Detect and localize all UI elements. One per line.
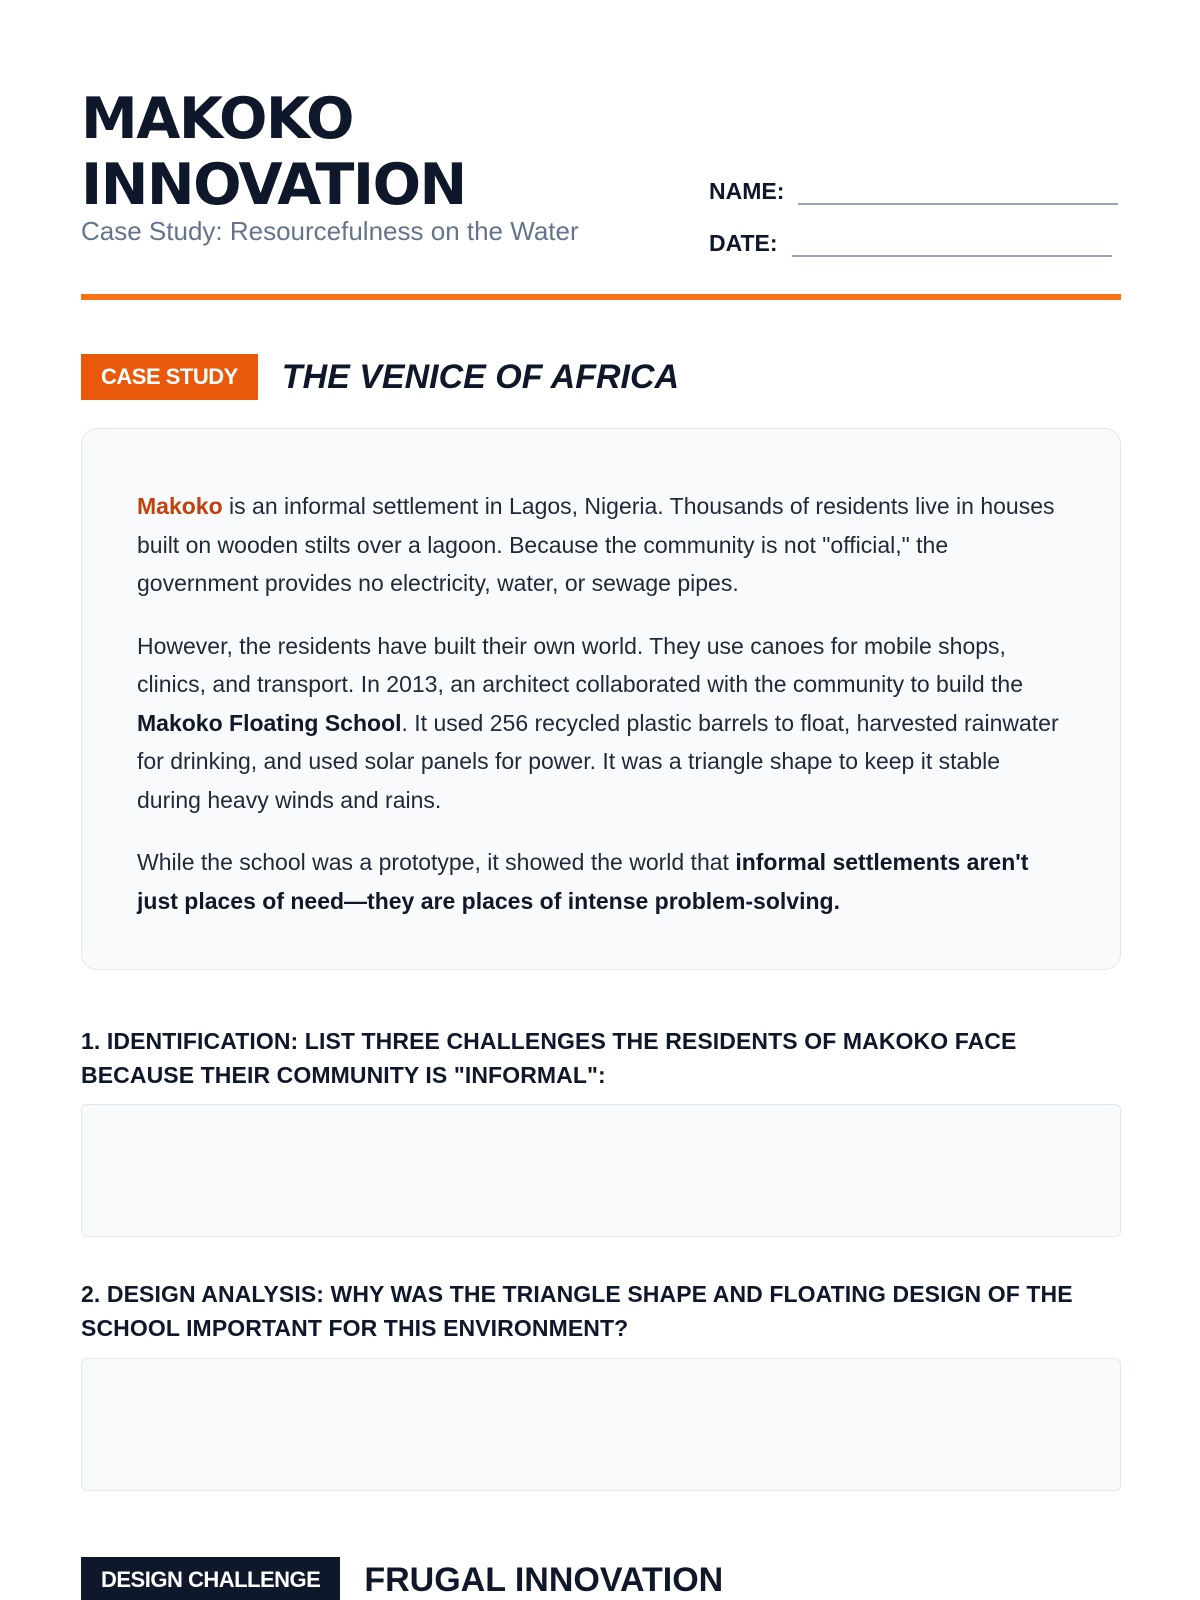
answer-box-2[interactable] (81, 1358, 1121, 1491)
p1-text: is an informal settlement in Lagos, Nigeria. Thousands of residents live in houses built on wooden stilts over a lagoon. Because the community is not "official," the government provides no electricity, water, or sewage pipes. (137, 493, 1055, 596)
worksheet-header (81, 86, 1121, 298)
story-paragraph-2 (137, 627, 1065, 820)
answer-box-1[interactable] (81, 1104, 1121, 1237)
date-blank-line[interactable] (792, 235, 1112, 257)
case-study-box (81, 428, 1121, 970)
p3-bold-conclusion: informal settlements aren't just places of need—they are places of intense problem-solving. (137, 849, 1029, 914)
design-challenge-badge: DESIGN CHALLENGE (81, 1557, 340, 1600)
case-study-badge: CASE STUDY (81, 354, 258, 400)
p3-text-before: While the school was a prototype, it showed the world that (137, 849, 736, 875)
design-challenge-heading (81, 1557, 723, 1600)
page-title (81, 86, 681, 218)
question-1: 1. IDENTIFICATION: LIST THREE CHALLENGES THE RESIDENTS OF MAKOKO FACE BECAUSE THEIR COMMUNITY IS "INFORMAL": (81, 1028, 1017, 1088)
case-study-heading (81, 354, 679, 400)
date-field[interactable] (709, 230, 1112, 257)
question-2: 2. DESIGN ANALYSIS: WHY WAS THE TRIANGLE SHAPE AND FLOATING DESIGN OF THE SCHOOL IMPORTANT FOR THIS ENVIRONMENT? (81, 1281, 1073, 1341)
header-divider (81, 294, 1121, 300)
story-paragraph-3 (137, 843, 1065, 920)
floating-school-bold: Makoko Floating School (137, 709, 402, 736)
design-challenge-title: FRUGAL INNOVATION (364, 1560, 724, 1599)
p2-text-after: . It used 256 recycled plastic barrels to float, harvested rainwater for drinking, and used solar panels for power. It was a triangle shape to keep it stable during heavy winds and rains. (137, 709, 1059, 813)
title-line-1: MAKOKO (81, 86, 353, 152)
page-subtitle: Case Study: Resourcefulness on the Water (81, 216, 579, 246)
name-field[interactable] (709, 178, 1118, 205)
title-line-2: INNOVATION (81, 152, 466, 218)
name-label: NAME: (709, 178, 785, 204)
p2-text-before: However, the residents have built their own world. They use canoes for mobile shops, clinics, and transport. In 2013, an architect collaborated with the community to build the (137, 632, 1023, 697)
story-paragraph-1 (137, 487, 1065, 603)
name-blank-line[interactable] (798, 183, 1118, 205)
case-study-title: THE VENICE OF AFRICA (281, 357, 680, 396)
date-label: DATE: (709, 230, 778, 256)
makoko-highlight: Makoko (137, 493, 223, 519)
